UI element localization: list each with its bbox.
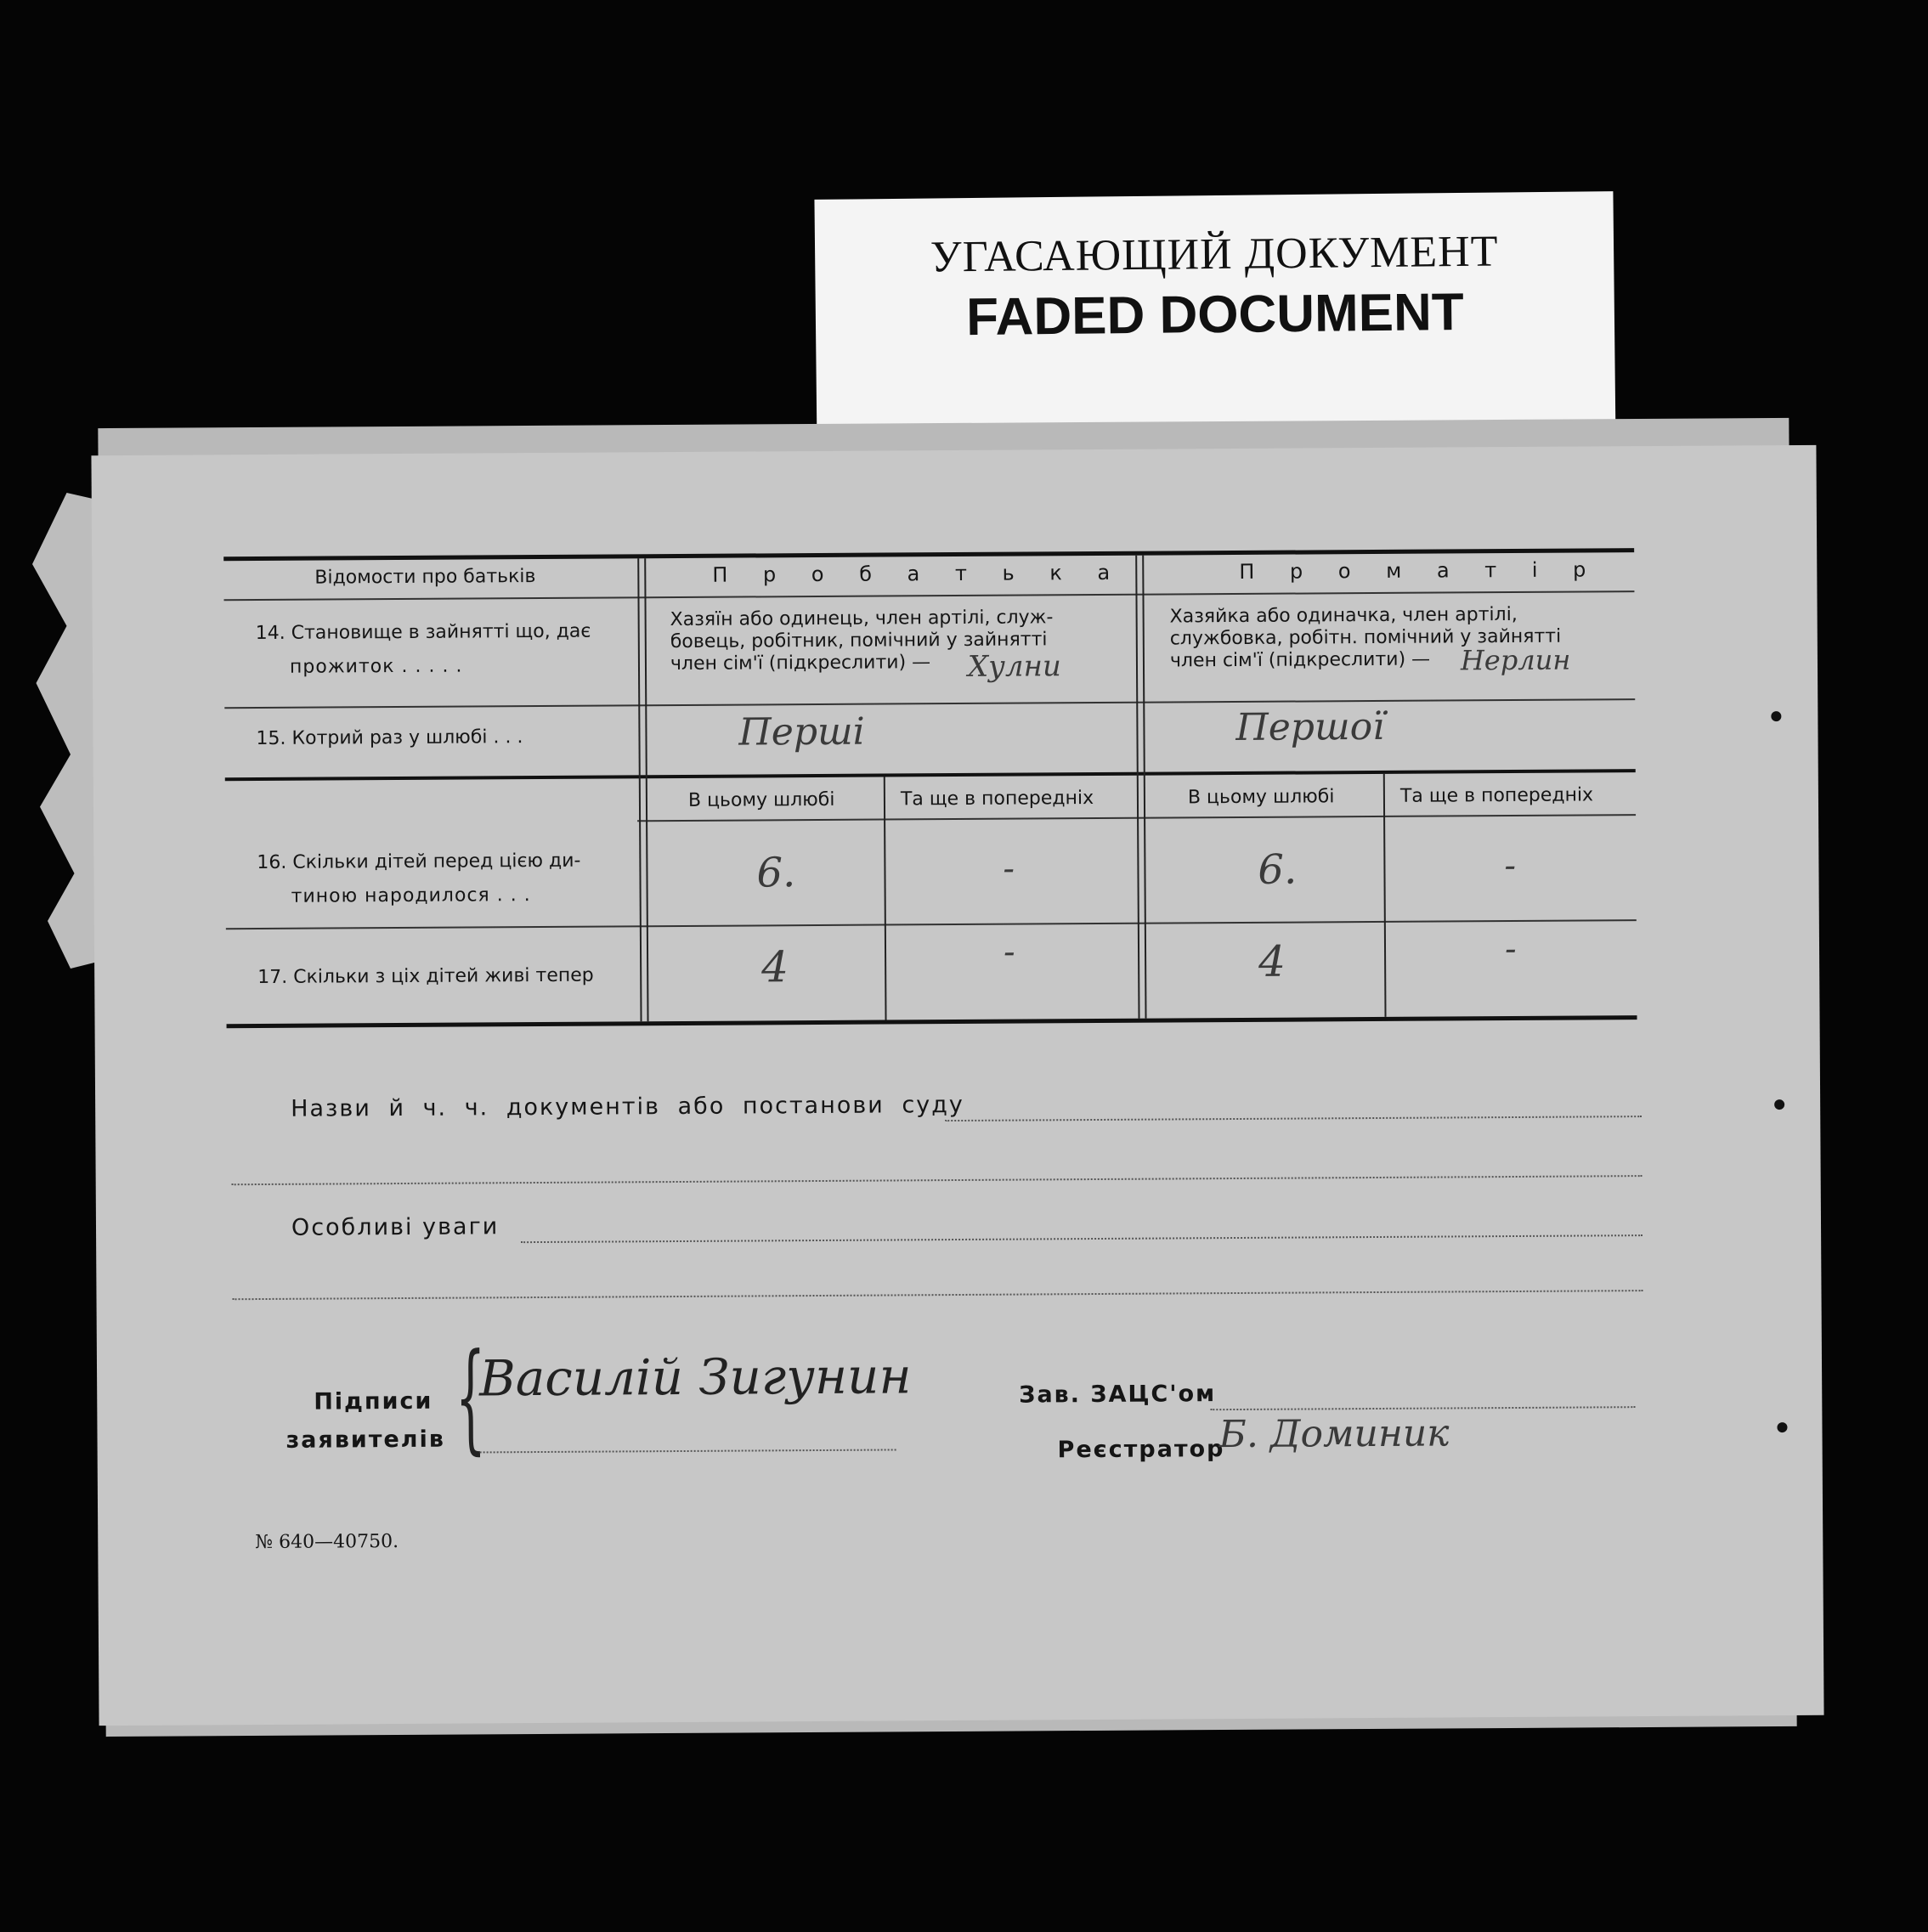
header-parents-info: Відомости про батьків bbox=[314, 566, 536, 589]
documents-label: Назви й ч. ч. документів або постанови суду bbox=[291, 1091, 964, 1122]
head-zags-label: Зав. ЗАЦС'ом bbox=[1019, 1381, 1217, 1409]
row14-label-line1: 14. Становище в зайнятті що, дає bbox=[255, 620, 591, 645]
slip-english-text: FADED DOCUMENT bbox=[965, 282, 1465, 347]
applicant-signature: Василій Зигунин bbox=[478, 1347, 912, 1408]
col-divider-mother-sub bbox=[1383, 774, 1387, 1017]
documents-dotted-line-1 bbox=[945, 1116, 1642, 1121]
row17-mother-previous: - bbox=[1504, 929, 1517, 969]
row14-mother-handwriting: Нерлин bbox=[1460, 643, 1571, 677]
row15-rule bbox=[225, 769, 1636, 781]
remarks-label: Особливі уваги bbox=[291, 1213, 500, 1241]
row15-mother-handwriting: Першої bbox=[1235, 704, 1385, 749]
row16-father-this: 6. bbox=[756, 849, 796, 897]
row14-rule bbox=[224, 698, 1635, 709]
remarks-dotted-line-2 bbox=[233, 1290, 1643, 1300]
row14-father-print-2: бовець, робітник, помічний у зайнятті bbox=[670, 629, 1048, 653]
row14-mother-print-3: член сім'ї (підкреслити) — bbox=[1169, 648, 1431, 672]
row16-father-previous: - bbox=[1003, 849, 1015, 889]
row14-label-line2: прожиток . . . . . bbox=[289, 655, 463, 678]
row14-father-print-1: Хазяїн або одинець, член артілі, служ- bbox=[670, 607, 1054, 631]
punch-hole-3 bbox=[1777, 1422, 1787, 1432]
table-header-rule bbox=[223, 590, 1634, 601]
head-zags-dotted-line bbox=[1210, 1406, 1635, 1410]
subheader-mother-previous: Та ще в попередніх bbox=[1399, 784, 1594, 807]
subheader-father-this-marriage: В цьому шлюбі bbox=[687, 788, 835, 811]
punch-hole-2 bbox=[1774, 1099, 1784, 1110]
slip-russian-text: УГАСАЮЩИЙ ДОКУМЕНТ bbox=[930, 227, 1499, 282]
row16-rule bbox=[226, 919, 1637, 929]
col-divider-father-sub bbox=[884, 777, 887, 1020]
row14-father-print-3: член сім'ї (підкреслити) — bbox=[670, 652, 931, 675]
signatures-label-line1: Підписи bbox=[314, 1387, 433, 1415]
form-number: № 640—40750. bbox=[255, 1531, 399, 1554]
col-divider-2 bbox=[1135, 556, 1146, 1019]
signatures-label-line2: заявителів bbox=[286, 1426, 445, 1454]
row16-label-line1: 16. Скільки дітей перед цією ди- bbox=[257, 850, 581, 874]
registrar-signature: Б. Доминик bbox=[1218, 1411, 1450, 1457]
row14-mother-print-1: Хазяйка або одиначка, член артілі, bbox=[1169, 603, 1518, 628]
row14-mother-print-2: службовка, робітн. помічний у зайнятті bbox=[1169, 625, 1562, 650]
row17-father-previous: - bbox=[1003, 932, 1015, 972]
subheader-father-previous: Та ще в попередніх bbox=[900, 788, 1094, 811]
applicant-dotted-line bbox=[480, 1449, 896, 1453]
subheader-mother-this-marriage: В цьому шлюбі bbox=[1187, 786, 1335, 809]
row16-label-line2: тиною народилося . . . bbox=[291, 884, 531, 907]
row15-label: 15. Котрий раз у шлюбі . . . bbox=[256, 726, 523, 750]
faded-document-slip bbox=[814, 191, 1615, 455]
signatures-brace: { bbox=[455, 1328, 487, 1467]
col-divider-1 bbox=[637, 558, 648, 1021]
row15-father-handwriting: Перші bbox=[738, 709, 865, 754]
row17-mother-this: 4 bbox=[1258, 936, 1286, 986]
header-about-father: П р о б а т ь к а bbox=[712, 560, 1125, 587]
documents-dotted-line-2 bbox=[232, 1175, 1642, 1185]
row17-father-this: 4 bbox=[760, 942, 789, 992]
record-page bbox=[91, 445, 1823, 1726]
row16-mother-this: 6. bbox=[1258, 845, 1298, 894]
registrar-label: Реєстратор bbox=[1057, 1436, 1225, 1464]
row16-mother-previous: - bbox=[1504, 845, 1517, 886]
remarks-dotted-line-1 bbox=[521, 1234, 1642, 1243]
row14-father-handwriting: Хулни bbox=[967, 649, 1061, 684]
punch-hole-1 bbox=[1771, 711, 1781, 721]
row17-label: 17. Скільки з ціх дітей живі тепер bbox=[257, 964, 594, 989]
header-about-mother: П р о м а т і р bbox=[1239, 557, 1601, 584]
table-bottom-rule bbox=[227, 1015, 1637, 1028]
